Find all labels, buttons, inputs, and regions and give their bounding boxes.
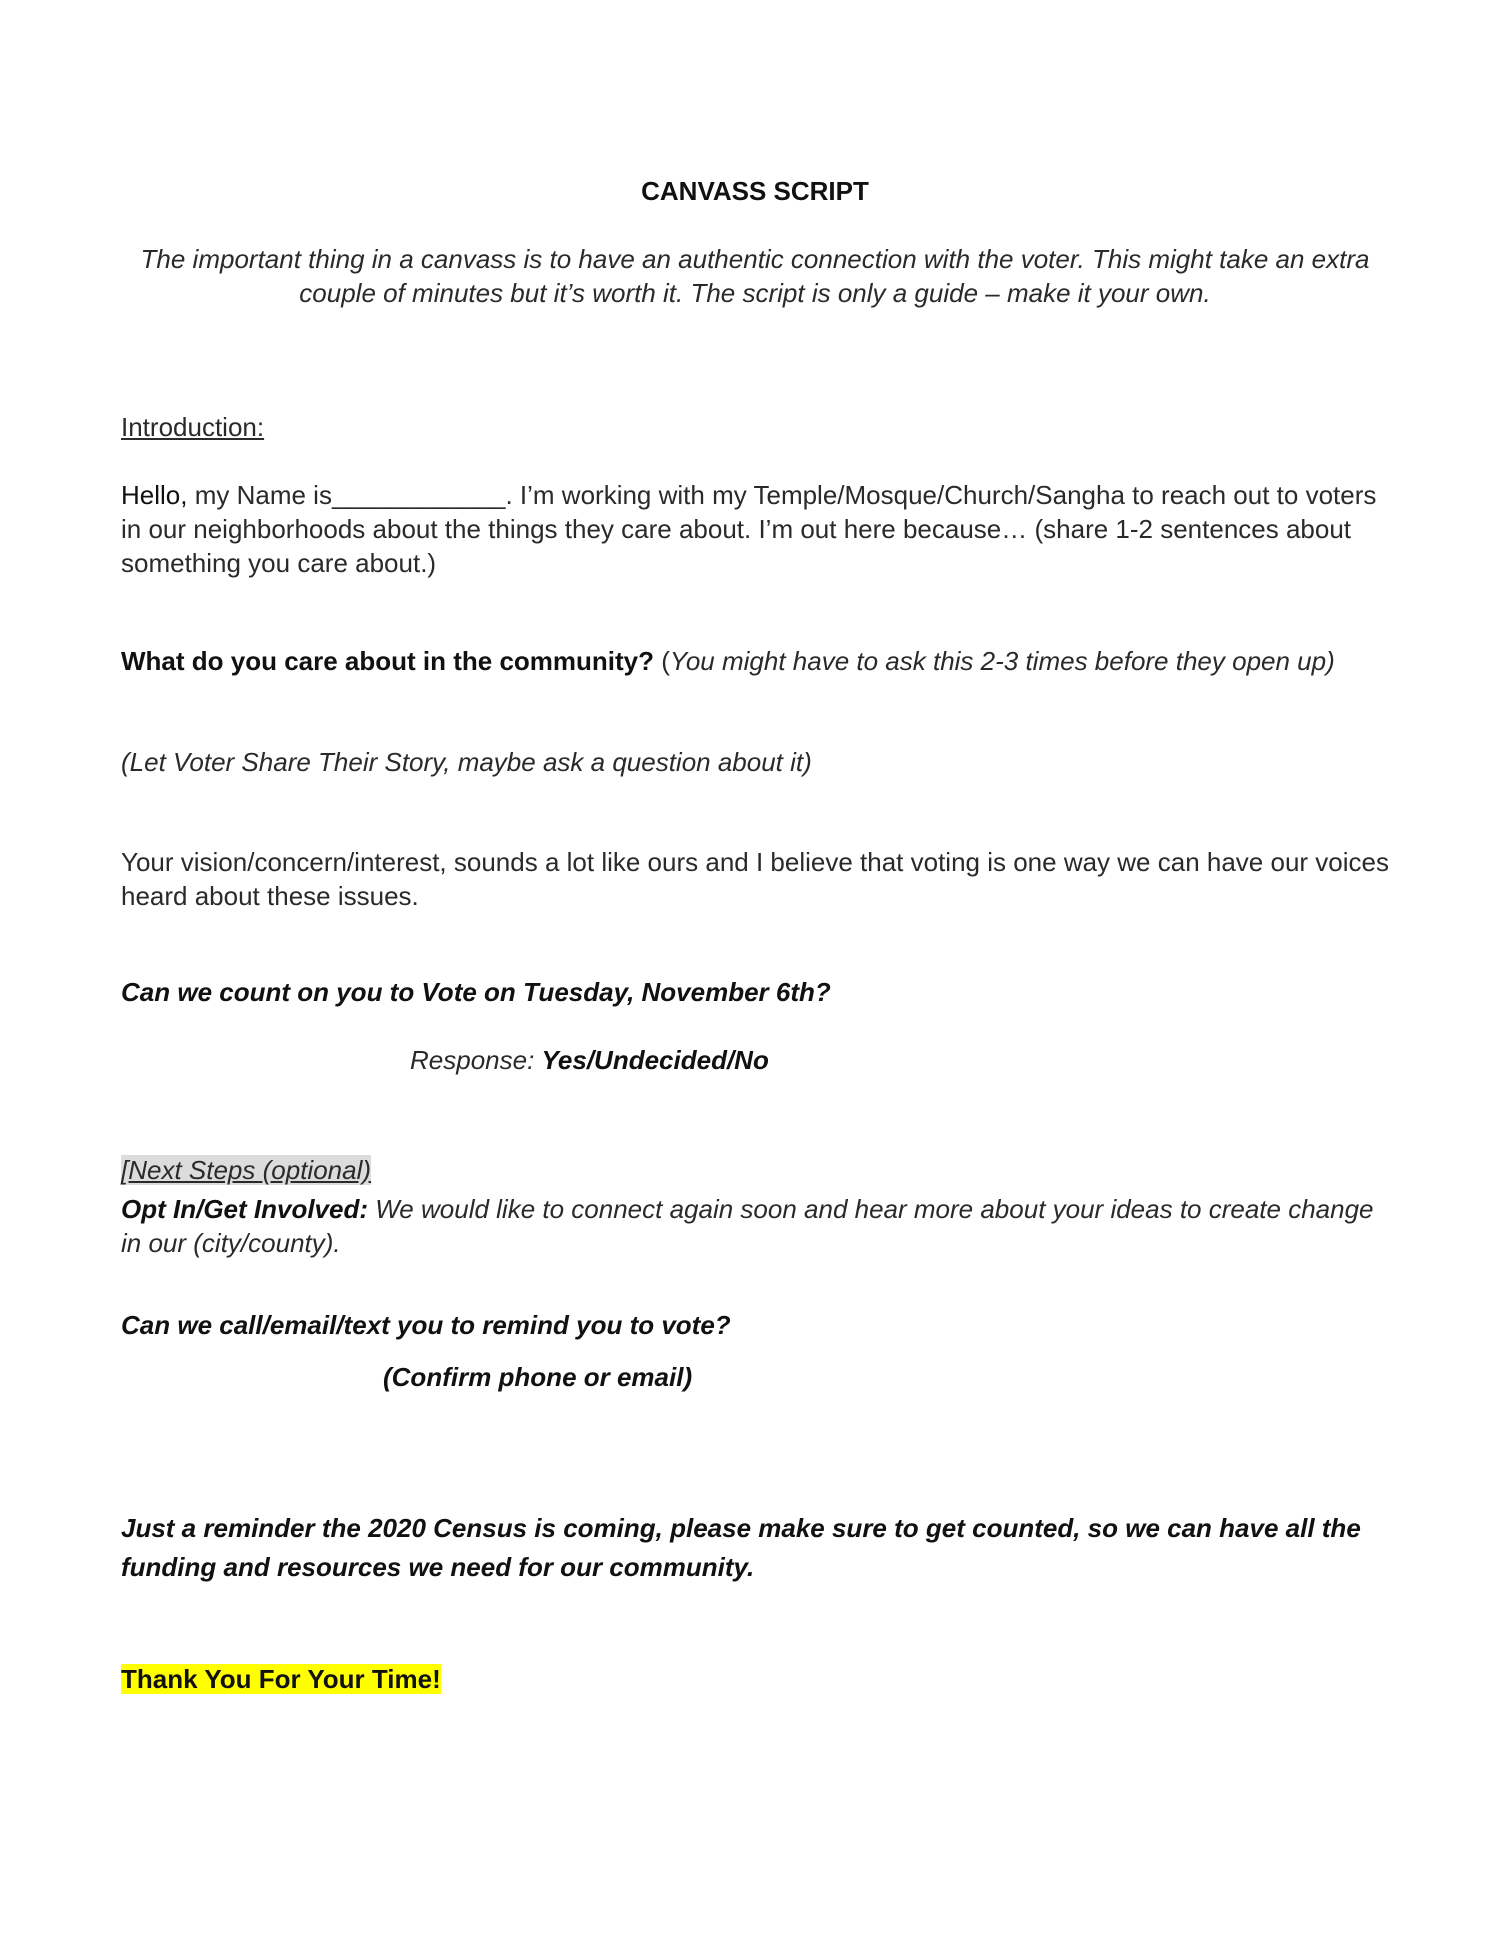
next-steps-heading	[121, 1153, 371, 1187]
opt-in-text: We would like to connect again soon and hear more about your ideas to create change in our (city/county).	[121, 1194, 1374, 1258]
care-question	[121, 644, 1391, 678]
let-voter-note: (Let Voter Share Their Story, maybe ask a question about it)	[121, 747, 812, 777]
introduction-heading: Introduction:	[121, 412, 265, 442]
count-on-you-question: Can we count on you to Vote on Tuesday, November 6th?	[121, 977, 831, 1007]
opt-in-paragraph	[121, 1192, 1391, 1260]
care-question-paren: (	[654, 646, 670, 676]
care-question-note: You might have to ask this 2-3 times before they open up)	[669, 646, 1335, 676]
census-reminder: Just a reminder the 2020 Census is coming, please make sure to get counted, so we can have all the funding and resources we need for our community.	[121, 1513, 1361, 1582]
vision-paragraph: Your vision/concern/interest, sounds a lot like ours and I believe that voting is one way we can have our voices heard about these issues.	[121, 847, 1389, 911]
thank-you-line	[121, 1662, 441, 1696]
page-title: CANVASS SCRIPT	[641, 176, 869, 206]
response-line	[410, 1043, 1310, 1077]
hello-lead: Hello,	[121, 480, 188, 510]
opt-in-bold: Opt In/Get Involved:	[121, 1194, 369, 1224]
intro-note: The important thing in a canvass is to have an authentic connection with the voter. This might take an extra couple of minutes but it’s worth it. The script is only a guide – make it your own.	[140, 244, 1370, 308]
response-options: Yes/Undecided/No	[541, 1045, 769, 1075]
thank-you-text: Thank You For Your Time!	[121, 1664, 441, 1694]
confirm-note: (Confirm phone or email)	[383, 1362, 693, 1392]
hello-text: my Name is____________. I’m working with my Temple/Mosque/Church/Sangha to reach out to voters in our neighborhoods about the things they care about. I’m out here because… (share 1-2 sentences about something you care about.)	[121, 480, 1377, 578]
remind-question: Can we call/email/text you to remind you to vote?	[121, 1310, 731, 1340]
hello-paragraph	[121, 478, 1391, 580]
care-question-bold: What do you care about in the community?	[121, 646, 655, 676]
response-label: Response:	[410, 1045, 542, 1075]
next-steps-label: [Next Steps (optional)	[121, 1155, 372, 1185]
